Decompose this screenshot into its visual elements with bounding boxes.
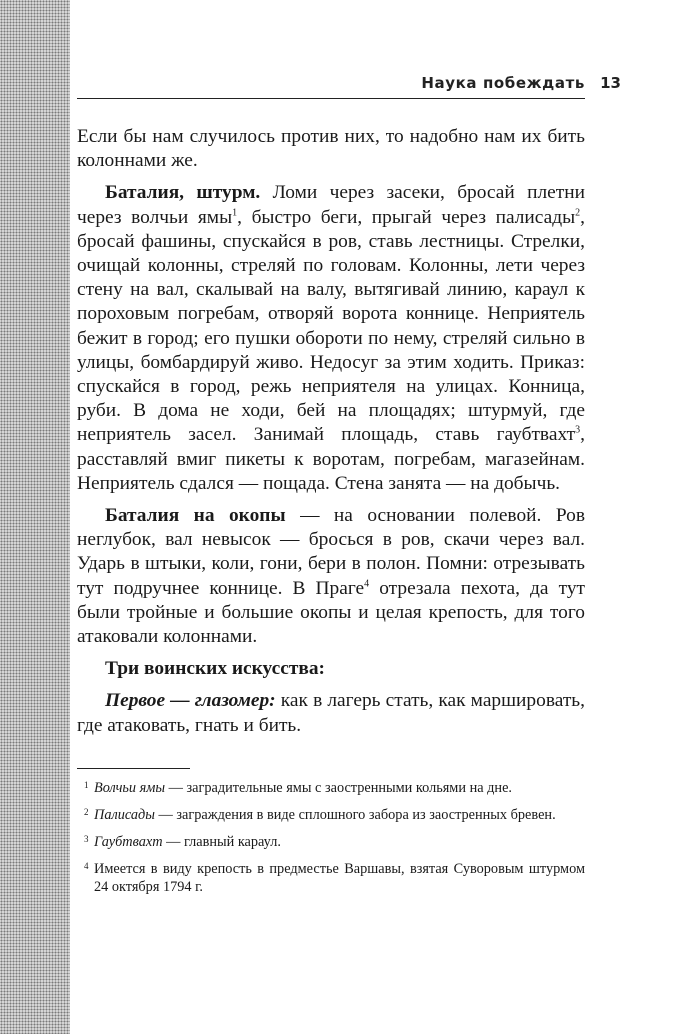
footnote-text: — заградительные ямы с заостренными кольями на дне. [165,780,512,796]
footnote-text: Имеется в виду крепость в предместье Варшавы, взятая Суворовым штурмом 24 октября 1794 г. [94,861,585,895]
paragraph-2-text-2: , быстро беги, прыгай через палисады [237,206,576,228]
footnote-number: 2 [84,807,89,817]
paragraph-4-text: как в лагерь стать, как маршировать, где атаковать, гнать и бить. [77,690,585,736]
footnote-ref-2[interactable]: 2 [575,207,581,219]
footnotes [77,779,585,905]
paragraph-2-text-3: , бросай фашины, спускайся в ров, ставь лестницы. Стрелки, очищай колонны, стреляй по головам. Колонны, лети через стену на вал, скалывай на валу, вытягивай линию, караул к пороховым погребам, отворяй ворота коннице. Неприятель бежит в город; его пушки обороти по нему, стреляй сильно в улицы, бомбардируй живо. Недосуг за этим ходить. Приказ: спускайся в город, режь неприятеля на улицах. Конница, руби. В дома не ходи, бей на площадях; штурмуй, где неприятель засел. Занимай площадь, ставь гаубтвахт [77,206,585,446]
footnote-number: 4 [84,861,89,871]
footnote-ref-4[interactable]: 4 [364,578,370,590]
paragraph-3-text-2: отрезала пехота, да тут были тройные и большие окопы и целая крепость, для того атаковали колоннами. [77,577,585,648]
paragraph-3-text-1: — на основании полевой. Ров неглубок, вал невысок — бросься в ров, скачи через вал. Ударь в штыки, коли, гони, бери в полон. Помни: отрезывать тут подручнее коннице. В Праге [77,505,585,599]
footnote-rule [77,768,190,769]
paragraph-3 [77,504,585,649]
paragraph-2-lead: Баталия, штурм. [105,182,261,204]
paragraph-1: Если бы нам случилось против них, то надобно нам их бить колоннами же. [77,126,585,172]
paragraph-4-lead: Первое — глазомер: [105,690,276,712]
footnote-ref-3[interactable]: 3 [575,424,581,436]
footnote-text: — заграждения в виде сплошного забора из заостренных бревен. [154,807,556,823]
footnote-1 [77,779,585,797]
page-number: 13 [600,74,621,92]
footnote-3 [77,833,585,851]
section-heading: Три воинских искусства: [105,658,326,680]
footnote-text: — главный караул. [162,834,281,850]
running-header [77,74,621,96]
footnote-term: Гаубтвахт [94,834,163,850]
paragraph-4 [77,689,585,737]
footnote-number: 1 [84,780,89,790]
footnote-number: 3 [84,834,89,844]
footnote-4 [77,860,585,896]
footnote-ref-1[interactable]: 1 [232,207,238,219]
paragraph-2-text-1: Ломи через засеки, бросай плетни через волчьи ямы [77,182,585,228]
footnote-term: Волчьи ямы [94,780,166,796]
paragraph-2-text-4: , расставляй вмиг пикеты к воротам, погребам, магазейнам. Неприятель сдался — пощада. Стена занята — на добычь. [77,424,585,494]
paragraph-3-lead: Баталия на окопы [105,505,286,527]
footnote-2 [77,806,585,824]
running-header-title: Наука побеждать [421,74,585,92]
page-edge-halftone [0,0,70,1034]
header-rule [77,98,585,99]
footnote-term: Палисады [94,807,155,823]
paragraph-2 [77,181,585,496]
main-text [77,125,585,746]
